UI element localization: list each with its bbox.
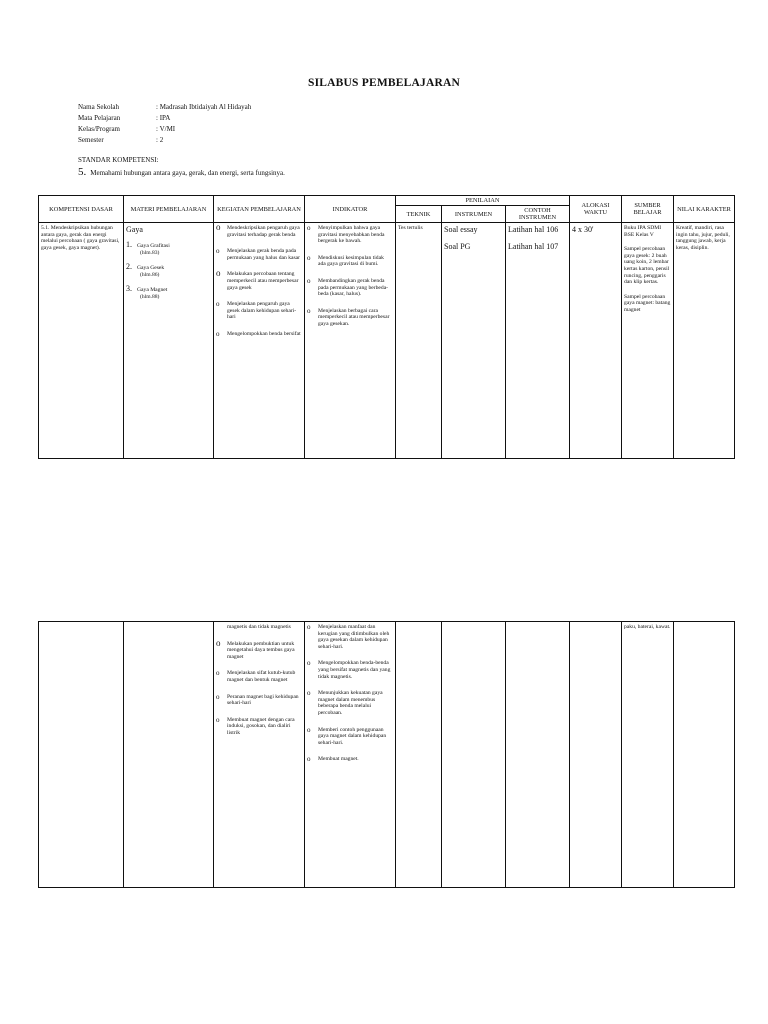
list-item: o Mengelompokkan benda-benda yang bersifat magnetis dan yang tidak magnetis. <box>307 660 393 680</box>
instrumen-essay: Soal essay <box>444 225 478 234</box>
list-item: o Melakukan pembuktian untuk mengetahui daya tembus gaya magnet <box>216 641 302 661</box>
teknik-cell <box>396 223 442 459</box>
nilai-cell <box>674 622 735 888</box>
list-item: o Membuat magnet dengan cara induksi, gosokan, dan dialiri listrik <box>216 717 302 737</box>
header-materi: MATERI PEMBELAJARAN <box>124 196 214 223</box>
contoh-cell <box>506 223 570 459</box>
info-row-class <box>78 124 251 135</box>
info-row-school <box>78 102 251 113</box>
nilai-cell <box>674 223 735 459</box>
list-item: o Mengelompokkan benda bersifat <box>216 331 302 338</box>
item-number: 2. <box>126 262 132 272</box>
instrumen-cell <box>442 622 506 888</box>
nilai-text: Kreatif, mandiri, rasa ingin tahu, jujur, peduli, tanggung jawab, kerja keras, disiplin. <box>676 225 730 251</box>
teknik-text: Tes tertulis <box>398 225 423 231</box>
indikator-list <box>307 624 393 763</box>
alokasi-cell <box>570 622 622 888</box>
list-item: o Menunjukkan kekuatan gaya magnet dalam menembus beberapa benda melalui percobaan. <box>307 690 393 716</box>
sumber-gesek: Sampel percobaan gaya gesek: 2 buah uang koin, 2 lembar kertas karton, pensil runcing, penggaris dan klip kertas. <box>624 246 670 286</box>
list-item: o Menjelaskan pengaruh gaya gesek dalam kehidupan sehari-hari <box>216 301 302 321</box>
list-item: o Membuat magnet. <box>307 756 393 763</box>
indikator-cell <box>305 223 396 459</box>
header-kompetensi: KOMPETENSI DASAR <box>39 196 124 223</box>
sumber-cell <box>622 622 674 888</box>
info-row-subject <box>78 113 251 124</box>
teknik-cell <box>396 622 442 888</box>
page-title: SILABUS PEMBELAJARAN <box>308 77 460 89</box>
list-item: o Menjelaskan sifat kutub-kutub magnet dan bentuk magnet <box>216 670 302 683</box>
info-key: Semester <box>78 136 104 144</box>
materi-title: Gaya <box>126 225 143 234</box>
header-penilaian: PENILAIAN <box>396 196 570 206</box>
header-alokasi: ALOKASI WAKTU <box>570 196 622 223</box>
header-instrumen: INSTRUMEN <box>442 206 506 223</box>
info-value: : V/MI <box>156 125 176 133</box>
header-row <box>39 196 735 206</box>
item-name: Gaya Magnet <box>137 287 168 294</box>
school-info <box>78 102 251 146</box>
kompetensi-cell <box>39 223 124 459</box>
alokasi-text: 4 x 30' <box>572 225 594 234</box>
table-row <box>39 622 735 888</box>
indikator-list <box>307 225 393 328</box>
sumber-book: Buku IPA SDMI BSE Kelas V <box>624 225 662 238</box>
standard-heading: STANDAR KOMPETENSI: <box>78 156 159 164</box>
list-item: o Melakukan percobaan tentang memperkecil atau memperbesar gaya gesek <box>216 271 302 291</box>
header-indikator: INDIKATOR <box>305 196 396 223</box>
indikator-cell <box>305 622 396 888</box>
contoh-1: Latihan hal 106 <box>508 225 559 234</box>
item-ref: (hlm.88) <box>140 293 160 300</box>
list-item: o Menyimpulkan bahwa gaya gravitasi menyebabkan benda bergerak ke bawah. <box>307 225 393 245</box>
item-name: Gaya Gesek <box>137 265 165 272</box>
sumber-magnet: Sampel percobaan gaya magnet: batang magnet <box>624 293 671 313</box>
instrumen-pg: Soal PG <box>444 242 471 251</box>
table-row <box>39 223 735 459</box>
kegiatan-cell <box>214 622 305 888</box>
header-nilai: NILAI KARAKTER <box>674 196 735 223</box>
materi-cell <box>124 622 214 888</box>
kegiatan-list <box>216 225 302 338</box>
materi-cell <box>124 223 214 459</box>
alokasi-cell <box>570 223 622 459</box>
list-item: o Mendeskripsikan pengaruh gaya gravitasi terhadap gerak benda <box>216 225 302 238</box>
contoh-2: Latihan hal 107 <box>508 242 559 251</box>
header-kegiatan: KEGIATAN PEMBELAJARAN <box>214 196 305 223</box>
item-ref: (hlm.86) <box>140 271 160 278</box>
list-item: o Memberi contoh penggunaan gaya magnet dalam kehidupan sehari-hari. <box>307 727 393 747</box>
list-item: o Menjelaskan berbagai cara memperkecil atau memperbesar gaya gesekan. <box>307 308 393 328</box>
info-key: Nama Sekolah <box>78 103 120 111</box>
item-name: Gaya Grafitasi <box>137 243 170 249</box>
list-item: o Peranan magnet bagi kehidupan sehari-hari <box>216 694 302 707</box>
list-item: o Menjelaskan gerak benda pada permukaan yang halus dan kasar <box>216 248 302 261</box>
sumber-text: paku, baterai, kawat. <box>624 624 671 630</box>
info-value: : IPA <box>156 114 171 122</box>
item-ref: (hlm.83) <box>140 249 160 256</box>
kegiatan-continued: magnetis dan tidak magnetis <box>227 624 291 630</box>
item-number: 3. <box>126 284 132 294</box>
info-key: Mata Pelajaran <box>78 114 121 122</box>
info-row-semester <box>78 135 251 146</box>
list-item <box>126 242 211 256</box>
header-contoh: CONTOH INSTRUMEN <box>506 206 570 223</box>
info-key: Kelas/Program <box>78 125 120 133</box>
header-sumber: SUMBER BELAJAR <box>622 196 674 223</box>
standard-text: Memahami hubungan antara gaya, gerak, dan energi, serta fungsinya. <box>90 169 285 177</box>
info-value: : 2 <box>156 136 164 144</box>
kegiatan-list <box>216 641 302 737</box>
kegiatan-cell <box>214 223 305 459</box>
list-item <box>126 286 211 300</box>
header-teknik: TEKNIK <box>396 206 442 223</box>
standard-number: 5. <box>78 166 87 178</box>
list-item: o Membandingkan gerak benda pada permukaan yang berbeda-beda (kasar, halus). <box>307 278 393 298</box>
list-item <box>126 264 211 278</box>
instrumen-cell <box>442 223 506 459</box>
syllabus-table-page-1 <box>38 195 735 459</box>
item-number: 1. <box>126 240 132 249</box>
list-item: o Mendiskusi kesimpulan tidak ada gaya gravitasi di bumi. <box>307 255 393 268</box>
standard-item <box>78 166 285 178</box>
kompetensi-text: 5.1. Mendeskripsikan hubungan antara gaya, gerak dan energi melalui percobaan ( gaya gravitasi, gaya gesek, gaya magnet). <box>41 225 120 251</box>
contoh-cell <box>506 622 570 888</box>
syllabus-table-page-2 <box>38 621 735 888</box>
kompetensi-cell <box>39 622 124 888</box>
sumber-cell <box>622 223 674 459</box>
info-value: : Madrasah Ibtidaiyah Al Hidayah <box>156 103 252 111</box>
list-item: o Menjelaskan manfaat dan kerugian yang ditimbulkan oleh gaya gesekan dalam kehidupan sehari-hari. <box>307 624 393 650</box>
materi-list <box>126 242 211 301</box>
